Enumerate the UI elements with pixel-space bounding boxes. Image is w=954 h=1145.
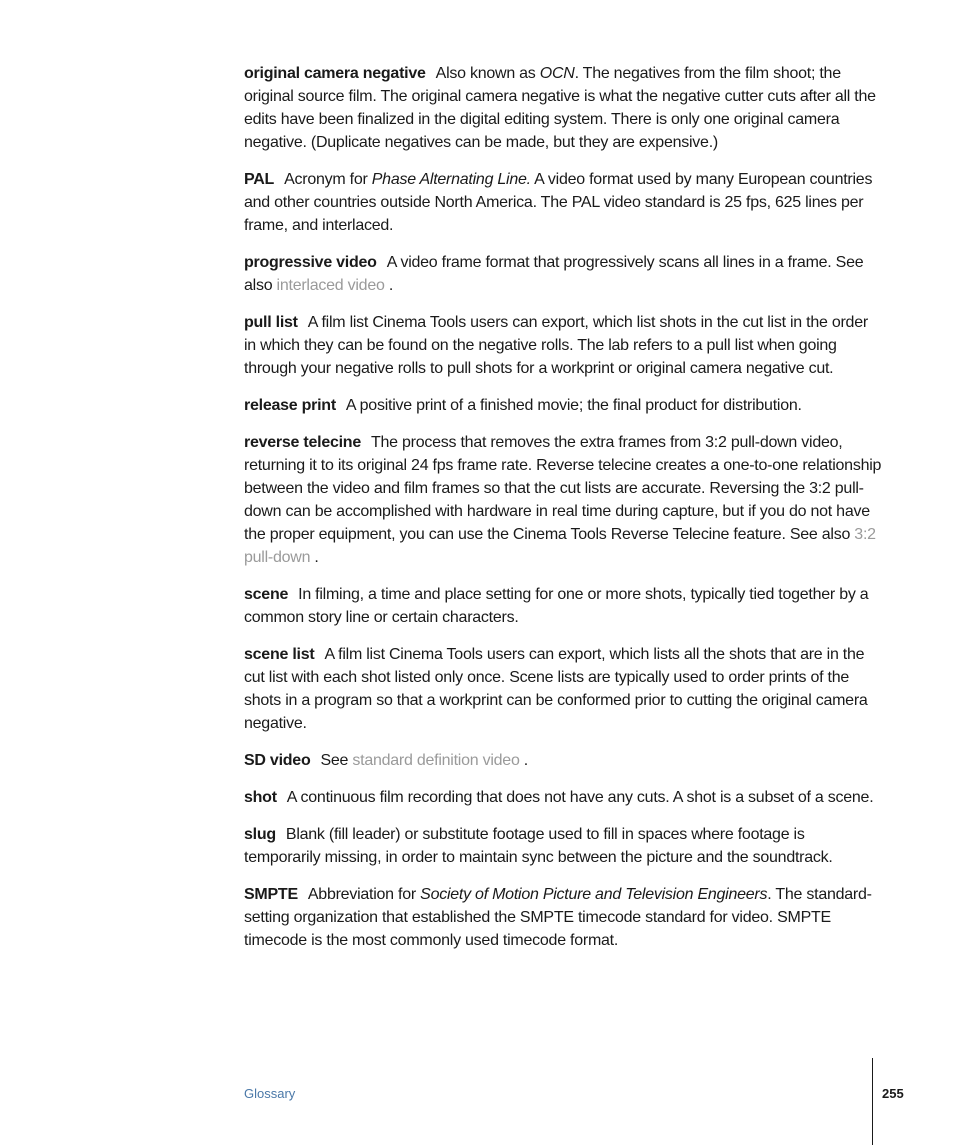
glossary-entry-progressive-video: progressive video A video frame format that progressively scans all lines in a frame. See also interlaced video .: [244, 254, 864, 294]
glossary-term: shot: [244, 789, 277, 806]
glossary-term: pull list: [244, 314, 298, 331]
glossary-entry-slug: slug Blank (fill leader) or substitute footage used to fill in spaces where footage is temporarily missing, in order to maintain sync between the picture and the soundtrack.: [244, 826, 833, 866]
glossary-entry-smpte: SMPTE Abbreviation for Society of Motion Picture and Television Engineers. The standard-setting organization that established the SMPTE timecode standard for video. SMPTE timecode is the most commonly used timecode format.: [244, 886, 872, 949]
glossary-entry-original-camera-negative: original camera negative Also known as OCN. The negatives from the film shoot; the original source film. The original camera negative is what the negative cutter cuts after all the edits have been finalized in the digital editing system. There is only one original camera negative. (Duplicate negatives can be made, but they are expensive.): [244, 65, 876, 151]
cross-reference-link[interactable]: interlaced video: [276, 277, 385, 294]
glossary-term: scene: [244, 586, 289, 603]
glossary-entry-scene-list: scene list A film list Cinema Tools users can export, which lists all the shots that are in the cut list with each shot listed only once. Scene lists are typically used to order prints of the shots in a program so that a workprint can be conformed prior to cutting the original camera negative.: [244, 646, 868, 732]
glossary-term: SD video: [244, 752, 311, 769]
glossary-entry-pull-list: pull list A film list Cinema Tools users can export, which list shots in the cut list in the order in which they can be found on the negative rolls. The lab refers to a pull list when going through your negative rolls to pull shots for a workprint or original camera negative cut.: [244, 314, 868, 377]
footer-divider: [872, 1058, 873, 1145]
cross-reference-link[interactable]: standard definition video: [352, 752, 520, 769]
glossary-term: slug: [244, 826, 276, 843]
glossary-term: release print: [244, 397, 336, 414]
glossary-term: scene list: [244, 646, 315, 663]
emphasis: OCN: [539, 65, 575, 82]
glossary-entry-sd-video: SD video See standard definition video .: [244, 752, 528, 769]
glossary-term: reverse telecine: [244, 434, 361, 451]
glossary-content: [244, 62, 884, 966]
glossary-term: SMPTE: [244, 886, 298, 903]
footer-section-label: Glossary: [244, 1086, 296, 1101]
page-number: 255: [882, 1086, 904, 1101]
glossary-entry-release-print: release print A positive print of a finished movie; the final product for distribution.: [244, 397, 802, 414]
glossary-entry-pal: PAL Acronym for Phase Alternating Line. A video format used by many European countries and other countries outside North America. The PAL video standard is 25 fps, 625 lines per frame, and interlaced.: [244, 171, 873, 234]
glossary-term: original camera negative: [244, 65, 426, 82]
emphasis: Phase Alternating Line.: [371, 171, 531, 188]
glossary-entry-reverse-telecine: reverse telecine The process that removes the extra frames from 3:2 pull-down video, returning it to its original 24 fps frame rate. Reverse telecine creates a one-to-one relationship between the video and film frames so that the cut lists are accurate. Reversing the 3:2 pull-down can be accomplished with hardware in real time during capture, but if you do not have the proper equipment, you can use the Cinema Tools Reverse Telecine feature. See also 3:2 pull-down .: [244, 434, 882, 566]
cross-reference-link[interactable]: 3:2 pull-down: [244, 526, 876, 566]
glossary-term: progressive video: [244, 254, 377, 271]
glossary-entry-scene: scene In filming, a time and place setting for one or more shots, typically tied together by a common story line or certain characters.: [244, 586, 869, 626]
glossary-entry-shot: shot A continuous film recording that does not have any cuts. A shot is a subset of a scene.: [244, 789, 874, 806]
glossary-term: PAL: [244, 171, 275, 188]
emphasis: Society of Motion Picture and Television Engineers: [420, 886, 768, 903]
